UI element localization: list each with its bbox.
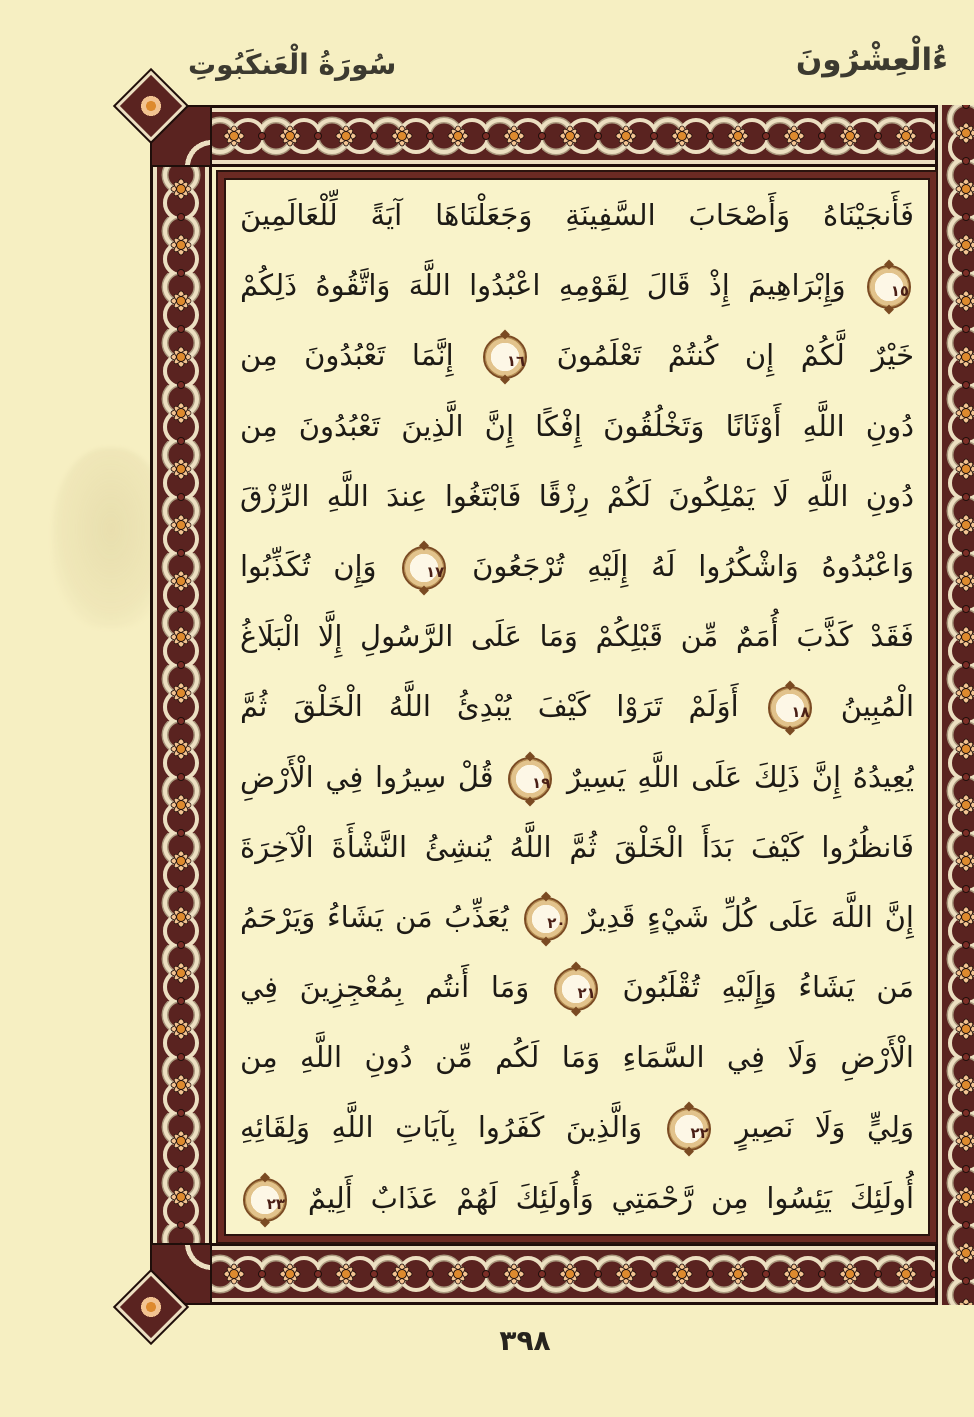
ayah-end-medallion-icon [867, 265, 911, 309]
verse-text: الْمُبِينُ [840, 689, 914, 724]
mushaf-lines [226, 180, 928, 1234]
border-ornament-right [935, 105, 974, 1305]
ayah-number: ٢٢ [690, 1124, 709, 1143]
ayah-end-medallion-icon [667, 1107, 711, 1151]
border-ornament-top [150, 105, 974, 167]
quran-line [240, 1163, 914, 1233]
verse-text: يُعَذِّبُ مَن يَشَاءُ وَيَرْحَمُ [240, 899, 509, 934]
border-ornament-bottom [150, 1243, 974, 1305]
verse-text: وَاعْبُدُوهُ وَاشْكُرُوا لَهُ إِلَيْهِ تُرْجَعُونَ [472, 548, 914, 583]
ayah-end-medallion-icon [508, 757, 552, 801]
ayah-number: ١٨ [791, 703, 810, 722]
surah-header-label: سُورَةُ الْعَنكَبُوتِ [188, 48, 397, 81]
verse-text: وَلِيٍّ وَلَا نَصِيرٍ [735, 1110, 914, 1145]
verse-text: إِنَّمَا تَعْبُدُونَ مِن [240, 338, 454, 373]
ayah-number: ٢١ [577, 984, 596, 1003]
quran-line [240, 391, 914, 461]
quran-line [240, 671, 914, 741]
ayah-number: ٢٠ [547, 913, 566, 932]
ayah-end-medallion-icon [243, 1178, 287, 1222]
border-ornament-left [150, 105, 212, 1305]
quran-line [240, 812, 914, 882]
verse-text: وَإِن تُكَذِّبُوا [240, 548, 377, 583]
verse-text: خَيْرٌ لَّكُمْ إِن كُنتُمْ تَعْلَمُونَ [556, 338, 914, 373]
verse-text: قُلْ سِيرُوا فِي الْأَرْضِ [240, 759, 494, 794]
flower-icon [135, 1291, 166, 1322]
verse-text: يُعِيدُهُ إِنَّ ذَلِكَ عَلَى اللَّهِ يَسِيرٌ [567, 759, 914, 794]
ayah-end-medallion-icon [768, 686, 812, 730]
ayah-end-medallion-icon [483, 335, 527, 379]
quran-line [240, 952, 914, 1022]
verse-text: الْأَرْضِ وَلَا فِي السَّمَاءِ وَمَا لَكُم مِّن دُونِ اللَّهِ مِن [240, 1040, 914, 1075]
quran-line [240, 180, 914, 250]
ayah-number: ١٦ [506, 352, 526, 371]
verse-text: وَمَا أَنتُم بِمُعْجِزِينَ فِي [240, 970, 530, 1005]
verse-text: مَن يَشَاءُ وَإِلَيْهِ تُقْلَبُونَ [622, 970, 914, 1005]
flower-icon [135, 90, 166, 121]
quran-line [240, 882, 914, 952]
verse-text: دُونِ اللَّهِ لَا يَمْلِكُونَ لَكُمْ رِزْقًا فَابْتَغُوا عِندَ اللَّهِ الرِّزْقَ [240, 478, 914, 513]
quran-line [240, 1092, 914, 1162]
verse-text: إِنَّ اللَّهَ عَلَى كُلِّ شَيْءٍ قَدِيرٌ [582, 899, 914, 934]
quran-line [240, 461, 914, 531]
ayah-number: ١٧ [426, 562, 445, 581]
juz-header-label: ءُالْعِشْرُونَ [795, 42, 948, 78]
verse-text: فَانظُرُوا كَيْفَ بَدَأَ الْخَلْقَ ثُمَّ اللَّهُ يُنشِئُ النَّشْأَةَ الْآخِرَةَ [240, 829, 914, 864]
quran-line [240, 531, 914, 601]
quran-line [240, 601, 914, 671]
verse-text: دُونِ اللَّهِ أَوْثَانًا وَتَخْلُقُونَ إِفْكًا إِنَّ الَّذِينَ تَعْبُدُونَ مِن [240, 408, 914, 443]
page-number: ٣٩٨ [499, 1324, 551, 1357]
ayah-number: ١٥ [890, 282, 910, 301]
quran-line [240, 250, 914, 320]
ayah-end-medallion-icon [554, 967, 598, 1011]
ayah-end-medallion-icon [524, 897, 568, 941]
ayah-number: ١٩ [532, 773, 551, 792]
verse-text: فَأَنجَيْنَاهُ وَأَصْحَابَ السَّفِينَةِ وَجَعَلْنَاهَا آيَةً لِّلْعَالَمِينَ [240, 198, 914, 232]
quran-line [240, 1022, 914, 1092]
verse-text: وَإِبْرَاهِيمَ إِذْ قَالَ لِقَوْمِهِ اعْبُدُوا اللَّهَ وَاتَّقُوهُ ذَلِكُمْ [240, 268, 846, 303]
quran-line [240, 320, 914, 390]
verse-text: أَوَلَمْ تَرَوْا كَيْفَ يُبْدِئُ اللَّهُ الْخَلْقَ ثُمَّ [240, 689, 739, 724]
ayah-number: ٢٣ [266, 1194, 285, 1213]
verse-text: وَالَّذِينَ كَفَرُوا بِآيَاتِ اللَّهِ وَلِقَائِهِ [240, 1110, 643, 1145]
verse-text: فَقَدْ كَذَّبَ أُمَمٌ مِّن قَبْلِكُمْ وَمَا عَلَى الرَّسُولِ إِلَّا الْبَلَاغُ [240, 619, 914, 654]
ayah-end-medallion-icon [402, 546, 446, 590]
verse-text: أُولَئِكَ يَئِسُوا مِن رَّحْمَتِي وَأُولَئِكَ لَهُمْ عَذَابٌ أَلِيمٌ [307, 1180, 914, 1215]
text-panel [226, 180, 928, 1234]
quran-line [240, 742, 914, 812]
